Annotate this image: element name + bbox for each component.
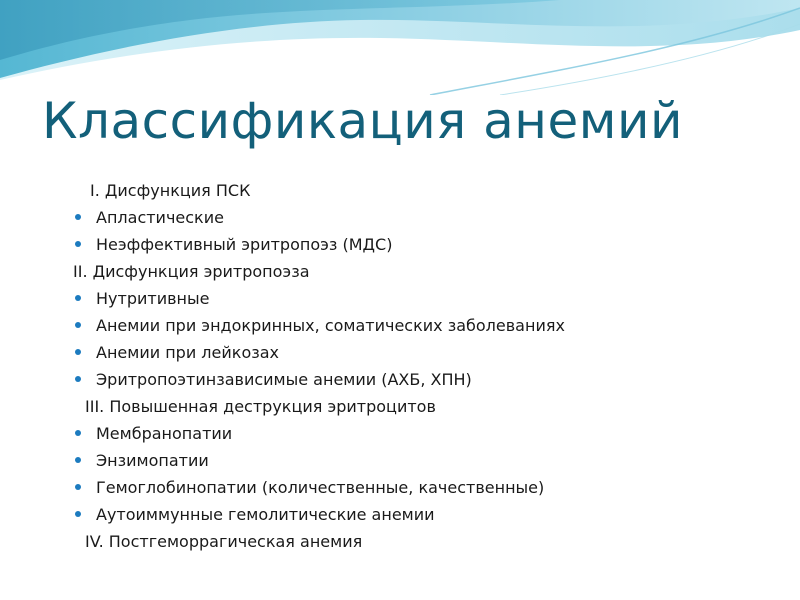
bullet-icon (75, 430, 81, 436)
section-heading-text: IV. Постгеморрагическая анемия (85, 532, 363, 551)
list-item-text: Апластические (96, 208, 224, 227)
section-heading-4 (0, 528, 800, 555)
list-item-text: Нутритивные (96, 289, 210, 308)
section-heading-text: III. Повышенная деструкция эритроцитов (85, 397, 436, 416)
section-heading-text: I. Дисфункция ПСК (90, 181, 251, 200)
list-item-text: Анемии при эндокринных, соматических заболеваниях (96, 316, 565, 335)
list-item (0, 339, 800, 366)
list-item-text: Анемии при лейкозах (96, 343, 280, 362)
list-item (0, 285, 800, 312)
list-item-text: Эритропоэтинзависимые анемии (АХБ, ХПН) (96, 370, 472, 389)
list-item-text: Энзимопатии (96, 451, 209, 470)
bullet-icon (75, 295, 81, 301)
list-item (0, 447, 800, 474)
section-heading-text: II. Дисфункция эритропоэза (73, 262, 310, 281)
page-title: Классификация анемий (42, 92, 683, 150)
list-item (0, 501, 800, 528)
section-heading-1 (0, 177, 800, 204)
bullet-icon (75, 349, 81, 355)
bullet-icon (75, 322, 81, 328)
list-item-text: Аутоиммунные гемолитические анемии (96, 505, 435, 524)
section-heading-3 (0, 393, 800, 420)
bullet-icon (75, 484, 81, 490)
list-item (0, 366, 800, 393)
list-item-text: Мембранопатии (96, 424, 233, 443)
list-item (0, 474, 800, 501)
bullet-icon (75, 214, 81, 220)
bullet-icon (75, 376, 81, 382)
bullet-icon (75, 241, 81, 247)
list-item-text: Гемоглобинопатии (количественные, качественные) (96, 478, 545, 497)
list-item (0, 231, 800, 258)
classification-list (0, 177, 800, 555)
list-item (0, 420, 800, 447)
section-heading-2 (0, 258, 800, 285)
list-item (0, 312, 800, 339)
bullet-icon (75, 511, 81, 517)
bullet-icon (75, 457, 81, 463)
list-item (0, 204, 800, 231)
header-wave-decoration (0, 0, 800, 95)
list-item-text: Неэффективный эритропоэз (МДС) (96, 235, 393, 254)
